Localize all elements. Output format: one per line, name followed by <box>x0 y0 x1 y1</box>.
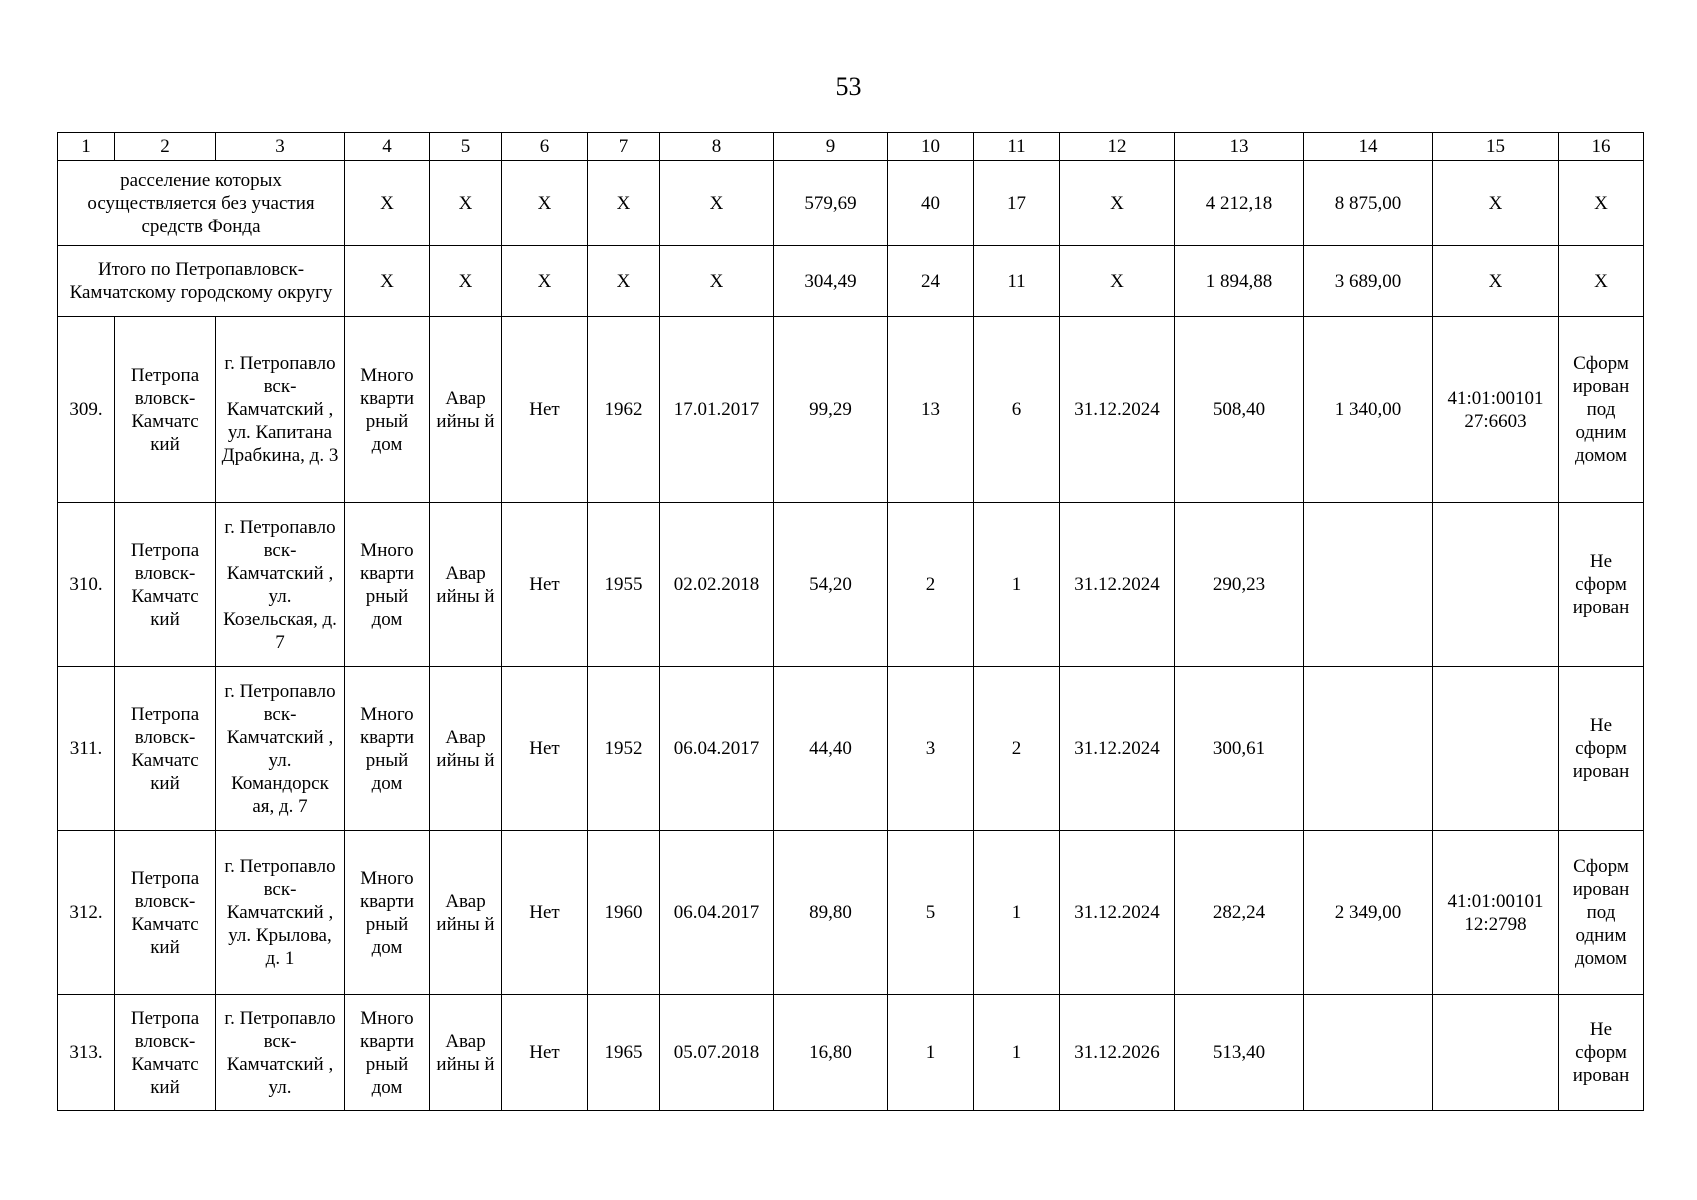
summary-cell: 304,49 <box>774 246 888 317</box>
flag-cell: Нет <box>502 503 588 667</box>
summary-cell: 24 <box>888 246 974 317</box>
col10-cell: 2 <box>888 503 974 667</box>
state-cell: Авар ийны й <box>430 831 502 995</box>
address-cell: г. Петропавло вск-Камчатский , ул. Крылова, д. 1 <box>216 831 345 995</box>
summary-label: Итого по Петропавловск-Камчатскому городскому округу <box>58 246 345 317</box>
area-cell: 89,80 <box>774 831 888 995</box>
summary-cell: 3 689,00 <box>1304 246 1433 317</box>
column-number-row <box>58 133 1644 161</box>
column-number: 11 <box>974 133 1060 161</box>
summary-cell: 579,69 <box>774 161 888 246</box>
summary-cell: X <box>1559 161 1644 246</box>
row-number: 311. <box>58 667 115 831</box>
summary-cell: X <box>1559 246 1644 317</box>
summary-cell: X <box>345 246 430 317</box>
city-cell: Петропа вловск-Камчатс кий <box>115 667 216 831</box>
col10-cell: 13 <box>888 317 974 503</box>
summary-cell: X <box>588 161 660 246</box>
deadline-cell: 31.12.2024 <box>1060 317 1175 503</box>
col14-cell <box>1304 995 1433 1111</box>
deadline-cell: 31.12.2026 <box>1060 995 1175 1111</box>
date-cell: 02.02.2018 <box>660 503 774 667</box>
column-number: 2 <box>115 133 216 161</box>
row-number: 313. <box>58 995 115 1111</box>
summary-cell: X <box>1433 246 1559 317</box>
cadastral-cell: 41:01:00101 27:6603 <box>1433 317 1559 503</box>
deadline-cell: 31.12.2024 <box>1060 831 1175 995</box>
flag-cell: Нет <box>502 831 588 995</box>
summary-cell: X <box>502 246 588 317</box>
building-type-cell: Много кварти рный дом <box>345 317 430 503</box>
year-cell: 1960 <box>588 831 660 995</box>
deadline-cell: 31.12.2024 <box>1060 667 1175 831</box>
table-row <box>58 995 1644 1111</box>
col11-cell: 1 <box>974 995 1060 1111</box>
status-cell: Не сформ ирован <box>1559 995 1644 1111</box>
city-cell: Петропа вловск-Камчатс кий <box>115 317 216 503</box>
column-number: 1 <box>58 133 115 161</box>
address-cell: г. Петропавло вск-Камчатский , ул. Капитана Драбкина, д. 3 <box>216 317 345 503</box>
area-cell: 54,20 <box>774 503 888 667</box>
date-cell: 05.07.2018 <box>660 995 774 1111</box>
summary-cell: X <box>660 161 774 246</box>
column-number: 7 <box>588 133 660 161</box>
housing-registry-table <box>57 132 1644 1111</box>
summary-row <box>58 161 1644 246</box>
column-number: 4 <box>345 133 430 161</box>
column-number: 5 <box>430 133 502 161</box>
cadastral-cell <box>1433 503 1559 667</box>
flag-cell: Нет <box>502 317 588 503</box>
col11-cell: 1 <box>974 503 1060 667</box>
row-number: 309. <box>58 317 115 503</box>
date-cell: 06.04.2017 <box>660 831 774 995</box>
column-number: 6 <box>502 133 588 161</box>
table-row <box>58 667 1644 831</box>
summary-cell: X <box>588 246 660 317</box>
state-cell: Авар ийны й <box>430 317 502 503</box>
city-cell: Петропа вловск-Камчатс кий <box>115 503 216 667</box>
area-cell: 44,40 <box>774 667 888 831</box>
col14-cell: 1 340,00 <box>1304 317 1433 503</box>
column-number: 12 <box>1060 133 1175 161</box>
col13-cell: 300,61 <box>1175 667 1304 831</box>
summary-cell: 17 <box>974 161 1060 246</box>
summary-cell: 11 <box>974 246 1060 317</box>
status-cell: Сформ ирован под одним домом <box>1559 317 1644 503</box>
col14-cell: 2 349,00 <box>1304 831 1433 995</box>
row-number: 310. <box>58 503 115 667</box>
address-cell: г. Петропавло вск-Камчатский , ул. Козельская, д. 7 <box>216 503 345 667</box>
summary-cell: X <box>1060 161 1175 246</box>
date-cell: 06.04.2017 <box>660 667 774 831</box>
table-row <box>58 317 1644 503</box>
page-number: 53 <box>835 72 862 101</box>
cadastral-cell <box>1433 995 1559 1111</box>
summary-cell: 4 212,18 <box>1175 161 1304 246</box>
column-number: 10 <box>888 133 974 161</box>
col10-cell: 3 <box>888 667 974 831</box>
col11-cell: 2 <box>974 667 1060 831</box>
total-row <box>58 246 1644 317</box>
row-number: 312. <box>58 831 115 995</box>
deadline-cell: 31.12.2024 <box>1060 503 1175 667</box>
address-cell: г. Петропавло вск-Камчатский , ул. Командорск ая, д. 7 <box>216 667 345 831</box>
state-cell: Авар ийны й <box>430 503 502 667</box>
status-cell: Не сформ ирован <box>1559 503 1644 667</box>
summary-cell: X <box>1433 161 1559 246</box>
col10-cell: 1 <box>888 995 974 1111</box>
year-cell: 1965 <box>588 995 660 1111</box>
date-cell: 17.01.2017 <box>660 317 774 503</box>
city-cell: Петропа вловск-Камчатс кий <box>115 995 216 1111</box>
table-row <box>58 503 1644 667</box>
status-cell: Не сформ ирован <box>1559 667 1644 831</box>
summary-cell: X <box>502 161 588 246</box>
column-number: 8 <box>660 133 774 161</box>
state-cell: Авар ийны й <box>430 995 502 1111</box>
col13-cell: 290,23 <box>1175 503 1304 667</box>
summary-cell: 8 875,00 <box>1304 161 1433 246</box>
summary-cell: 1 894,88 <box>1175 246 1304 317</box>
flag-cell: Нет <box>502 667 588 831</box>
area-cell: 16,80 <box>774 995 888 1111</box>
column-number: 14 <box>1304 133 1433 161</box>
year-cell: 1962 <box>588 317 660 503</box>
col13-cell: 513,40 <box>1175 995 1304 1111</box>
column-number: 9 <box>774 133 888 161</box>
col11-cell: 6 <box>974 317 1060 503</box>
building-type-cell: Много кварти рный дом <box>345 503 430 667</box>
column-number: 16 <box>1559 133 1644 161</box>
area-cell: 99,29 <box>774 317 888 503</box>
column-number: 13 <box>1175 133 1304 161</box>
cadastral-cell: 41:01:00101 12:2798 <box>1433 831 1559 995</box>
col10-cell: 5 <box>888 831 974 995</box>
building-type-cell: Много кварти рный дом <box>345 995 430 1111</box>
summary-cell: X <box>430 161 502 246</box>
summary-cell: X <box>660 246 774 317</box>
column-number: 3 <box>216 133 345 161</box>
column-number: 15 <box>1433 133 1559 161</box>
city-cell: Петропа вловск-Камчатс кий <box>115 831 216 995</box>
col13-cell: 282,24 <box>1175 831 1304 995</box>
col14-cell <box>1304 503 1433 667</box>
building-type-cell: Много кварти рный дом <box>345 667 430 831</box>
col13-cell: 508,40 <box>1175 317 1304 503</box>
status-cell: Сформ ирован под одним домом <box>1559 831 1644 995</box>
building-type-cell: Много кварти рный дом <box>345 831 430 995</box>
col11-cell: 1 <box>974 831 1060 995</box>
year-cell: 1955 <box>588 503 660 667</box>
summary-cell: X <box>1060 246 1175 317</box>
flag-cell: Нет <box>502 995 588 1111</box>
address-cell: г. Петропавло вск-Камчатский , ул. <box>216 995 345 1111</box>
summary-label: расселение которых осуществляется без участия средств Фонда <box>58 161 345 246</box>
summary-cell: 40 <box>888 161 974 246</box>
summary-cell: X <box>345 161 430 246</box>
col14-cell <box>1304 667 1433 831</box>
state-cell: Авар ийны й <box>430 667 502 831</box>
cadastral-cell <box>1433 667 1559 831</box>
year-cell: 1952 <box>588 667 660 831</box>
table-row <box>58 831 1644 995</box>
summary-cell: X <box>430 246 502 317</box>
